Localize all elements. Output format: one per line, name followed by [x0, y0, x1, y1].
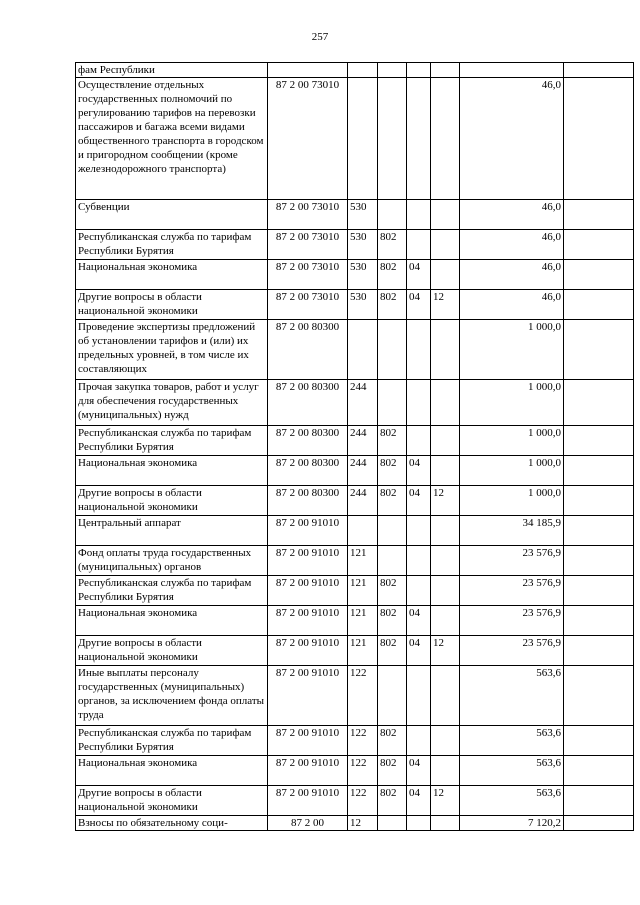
row-empty-cell	[564, 756, 634, 786]
row-sum-cell: 46,0	[460, 230, 564, 260]
row-sum-cell: 1 000,0	[460, 456, 564, 486]
table-row	[76, 786, 634, 816]
row-pr-cell	[431, 516, 460, 546]
row-sum-cell: 23 576,9	[460, 576, 564, 606]
row-empty-cell	[564, 666, 634, 726]
row-empty-cell	[564, 200, 634, 230]
row-rz-cell	[407, 380, 431, 426]
row-name-cell: Проведение экспертизы предложений об установлении тарифов и (или) их предельных уровней, в том числе их составляющих	[76, 320, 268, 380]
row-name-cell: Национальная экономика	[76, 456, 268, 486]
row-empty-cell	[564, 726, 634, 756]
row-grbs-cell: 802	[378, 426, 407, 456]
row-pr-cell: 12	[431, 786, 460, 816]
row-sum-cell: 1 000,0	[460, 486, 564, 516]
row-sum-cell: 46,0	[460, 200, 564, 230]
row-vr-cell: 530	[348, 260, 378, 290]
row-vr-cell: 244	[348, 486, 378, 516]
row-name-cell: Субвенции	[76, 200, 268, 230]
row-empty-cell	[564, 290, 634, 320]
row-name-cell: Другие вопросы в области национальной экономики	[76, 290, 268, 320]
row-vr-cell: 121	[348, 606, 378, 636]
row-name-cell: Республиканская служба по тарифам Республики Бурятия	[76, 230, 268, 260]
row-empty-cell	[564, 816, 634, 831]
row-csr-cell: 87 2 00 73010	[268, 290, 348, 320]
row-name-cell: Республиканская служба по тарифам Республики Бурятия	[76, 576, 268, 606]
row-csr-cell: 87 2 00 91010	[268, 756, 348, 786]
row-sum-cell: 1 000,0	[460, 426, 564, 456]
row-sum-cell: 1 000,0	[460, 380, 564, 426]
row-empty-cell	[564, 380, 634, 426]
table-row	[76, 486, 634, 516]
row-rz-cell: 04	[407, 606, 431, 636]
budget-table-body	[76, 63, 634, 831]
row-csr-cell: 87 2 00 91010	[268, 636, 348, 666]
row-vr-cell: 244	[348, 380, 378, 426]
row-name-cell: Национальная экономика	[76, 260, 268, 290]
row-empty-cell	[564, 786, 634, 816]
row-empty-cell	[564, 230, 634, 260]
row-vr-cell: 122	[348, 786, 378, 816]
row-name-cell: Национальная экономика	[76, 756, 268, 786]
row-csr-cell: 87 2 00 91010	[268, 516, 348, 546]
row-sum-cell: 23 576,9	[460, 606, 564, 636]
row-rz-cell: 04	[407, 456, 431, 486]
row-empty-cell	[564, 78, 634, 200]
row-rz-cell	[407, 666, 431, 726]
table-row	[76, 516, 634, 546]
row-sum-cell: 563,6	[460, 666, 564, 726]
row-sum-cell: 23 576,9	[460, 636, 564, 666]
row-vr-cell: 244	[348, 426, 378, 456]
row-vr-cell: 121	[348, 576, 378, 606]
table-row	[76, 546, 634, 576]
row-pr-cell	[431, 606, 460, 636]
row-csr-cell: 87 2 00 91010	[268, 546, 348, 576]
row-pr-cell	[431, 456, 460, 486]
row-csr-cell: 87 2 00 80300	[268, 320, 348, 380]
row-rz-cell: 04	[407, 290, 431, 320]
page-number: 257	[311, 31, 329, 43]
row-grbs-cell	[378, 380, 407, 426]
row-pr-cell	[431, 380, 460, 426]
row-rz-cell: 04	[407, 756, 431, 786]
table-row	[76, 816, 634, 831]
row-rz-cell	[407, 426, 431, 456]
row-name-cell: Республиканская служба по тарифам Республики Бурятия	[76, 726, 268, 756]
row-csr-cell: 87 2 00 91010	[268, 726, 348, 756]
table-row	[76, 606, 634, 636]
row-sum-cell: 23 576,9	[460, 546, 564, 576]
row-empty-cell	[564, 486, 634, 516]
row-name-cell: фам Республики	[76, 63, 268, 78]
row-grbs-cell: 802	[378, 486, 407, 516]
row-grbs-cell: 802	[378, 290, 407, 320]
row-csr-cell: 87 2 00 73010	[268, 260, 348, 290]
table-row	[76, 456, 634, 486]
row-sum-cell: 46,0	[460, 78, 564, 200]
row-pr-cell	[431, 260, 460, 290]
row-csr-cell: 87 2 00 73010	[268, 230, 348, 260]
row-empty-cell	[564, 456, 634, 486]
row-grbs-cell: 802	[378, 456, 407, 486]
row-grbs-cell	[378, 320, 407, 380]
row-rz-cell: 04	[407, 636, 431, 666]
row-empty-cell	[564, 260, 634, 290]
table-row	[76, 636, 634, 666]
row-pr-cell	[431, 230, 460, 260]
row-grbs-cell	[378, 816, 407, 831]
row-rz-cell: 04	[407, 260, 431, 290]
row-pr-cell: 12	[431, 290, 460, 320]
row-csr-cell: 87 2 00 73010	[268, 78, 348, 200]
row-vr-cell: 122	[348, 756, 378, 786]
row-name-cell: Другие вопросы в области национальной экономики	[76, 786, 268, 816]
row-rz-cell	[407, 230, 431, 260]
row-csr-cell: 87 2 00 80300	[268, 380, 348, 426]
row-rz-cell	[407, 200, 431, 230]
row-pr-cell	[431, 320, 460, 380]
row-sum-cell: 34 185,9	[460, 516, 564, 546]
row-pr-cell	[431, 756, 460, 786]
row-pr-cell	[431, 78, 460, 200]
table-row	[76, 78, 634, 200]
row-csr-cell: 87 2 00 91010	[268, 606, 348, 636]
row-rz-cell	[407, 546, 431, 576]
table-row	[76, 320, 634, 380]
row-csr-cell: 87 2 00 73010	[268, 200, 348, 230]
row-empty-cell	[564, 576, 634, 606]
table-row	[76, 426, 634, 456]
row-csr-cell	[268, 63, 348, 78]
row-empty-cell	[564, 516, 634, 546]
row-empty-cell	[564, 63, 634, 78]
row-empty-cell	[564, 320, 634, 380]
row-grbs-cell: 802	[378, 636, 407, 666]
row-csr-cell: 87 2 00 80300	[268, 456, 348, 486]
row-vr-cell	[348, 63, 378, 78]
row-vr-cell: 122	[348, 726, 378, 756]
row-grbs-cell: 802	[378, 726, 407, 756]
table-row	[76, 200, 634, 230]
row-grbs-cell: 802	[378, 786, 407, 816]
row-vr-cell: 12	[348, 816, 378, 831]
row-vr-cell: 121	[348, 546, 378, 576]
row-name-cell: Иные выплаты персоналу государственных (муниципальных) органов, за исключением фонда оплаты труда	[76, 666, 268, 726]
row-rz-cell: 04	[407, 786, 431, 816]
row-sum-cell	[460, 63, 564, 78]
row-grbs-cell: 802	[378, 756, 407, 786]
row-sum-cell: 46,0	[460, 290, 564, 320]
row-pr-cell	[431, 426, 460, 456]
row-grbs-cell: 802	[378, 230, 407, 260]
row-sum-cell: 563,6	[460, 756, 564, 786]
row-vr-cell: 530	[348, 230, 378, 260]
row-rz-cell	[407, 726, 431, 756]
table-row	[76, 666, 634, 726]
row-rz-cell: 04	[407, 486, 431, 516]
row-grbs-cell	[378, 666, 407, 726]
row-name-cell: Фонд оплаты труда государственных (муниципальных) органов	[76, 546, 268, 576]
row-vr-cell: 530	[348, 200, 378, 230]
row-name-cell: Центральный аппарат	[76, 516, 268, 546]
table-row	[76, 576, 634, 606]
row-sum-cell: 1 000,0	[460, 320, 564, 380]
row-csr-cell: 87 2 00 91010	[268, 786, 348, 816]
row-empty-cell	[564, 426, 634, 456]
row-pr-cell	[431, 546, 460, 576]
table-row	[76, 726, 634, 756]
row-sum-cell: 7 120,2	[460, 816, 564, 831]
row-name-cell: Национальная экономика	[76, 606, 268, 636]
row-pr-cell	[431, 576, 460, 606]
row-rz-cell	[407, 320, 431, 380]
row-csr-cell: 87 2 00 80300	[268, 486, 348, 516]
table-row	[76, 230, 634, 260]
row-pr-cell	[431, 726, 460, 756]
row-empty-cell	[564, 636, 634, 666]
row-csr-cell: 87 2 00	[268, 816, 348, 831]
row-pr-cell: 12	[431, 636, 460, 666]
row-csr-cell: 87 2 00 80300	[268, 426, 348, 456]
row-vr-cell	[348, 78, 378, 200]
row-name-cell: Другие вопросы в области национальной экономики	[76, 486, 268, 516]
row-grbs-cell: 802	[378, 606, 407, 636]
row-csr-cell: 87 2 00 91010	[268, 576, 348, 606]
row-sum-cell: 563,6	[460, 726, 564, 756]
row-rz-cell	[407, 63, 431, 78]
row-pr-cell	[431, 666, 460, 726]
row-vr-cell: 122	[348, 666, 378, 726]
row-vr-cell: 530	[348, 290, 378, 320]
row-name-cell: Прочая закупка товаров, работ и услуг для обеспечения государственных (муниципальных) нужд	[76, 380, 268, 426]
row-grbs-cell	[378, 63, 407, 78]
row-name-cell: Взносы по обязательному соци-	[76, 816, 268, 831]
table-row	[76, 290, 634, 320]
table-row	[76, 380, 634, 426]
row-empty-cell	[564, 606, 634, 636]
budget-table	[75, 62, 634, 831]
row-empty-cell	[564, 546, 634, 576]
row-vr-cell: 244	[348, 456, 378, 486]
row-sum-cell: 563,6	[460, 786, 564, 816]
row-vr-cell	[348, 516, 378, 546]
row-name-cell: Республиканская служба по тарифам Республики Бурятия	[76, 426, 268, 456]
row-vr-cell: 121	[348, 636, 378, 666]
row-sum-cell: 46,0	[460, 260, 564, 290]
row-pr-cell: 12	[431, 486, 460, 516]
row-pr-cell	[431, 63, 460, 78]
table-row	[76, 260, 634, 290]
row-rz-cell	[407, 78, 431, 200]
row-pr-cell	[431, 816, 460, 831]
row-grbs-cell	[378, 546, 407, 576]
row-grbs-cell	[378, 78, 407, 200]
table-row	[76, 63, 634, 78]
row-csr-cell: 87 2 00 91010	[268, 666, 348, 726]
row-rz-cell	[407, 816, 431, 831]
row-vr-cell	[348, 320, 378, 380]
row-name-cell: Осуществление отдельных государственных полномочий по регулированию тарифов на перевозки пассажиров и багажа всеми видами общественного транспорта в городском и пригородном сообщении (кроме железнодорожного транспорта)	[76, 78, 268, 200]
row-grbs-cell	[378, 516, 407, 546]
row-rz-cell	[407, 516, 431, 546]
row-grbs-cell: 802	[378, 260, 407, 290]
row-grbs-cell: 802	[378, 576, 407, 606]
row-pr-cell	[431, 200, 460, 230]
row-rz-cell	[407, 576, 431, 606]
row-name-cell: Другие вопросы в области национальной экономики	[76, 636, 268, 666]
row-grbs-cell	[378, 200, 407, 230]
table-row	[76, 756, 634, 786]
